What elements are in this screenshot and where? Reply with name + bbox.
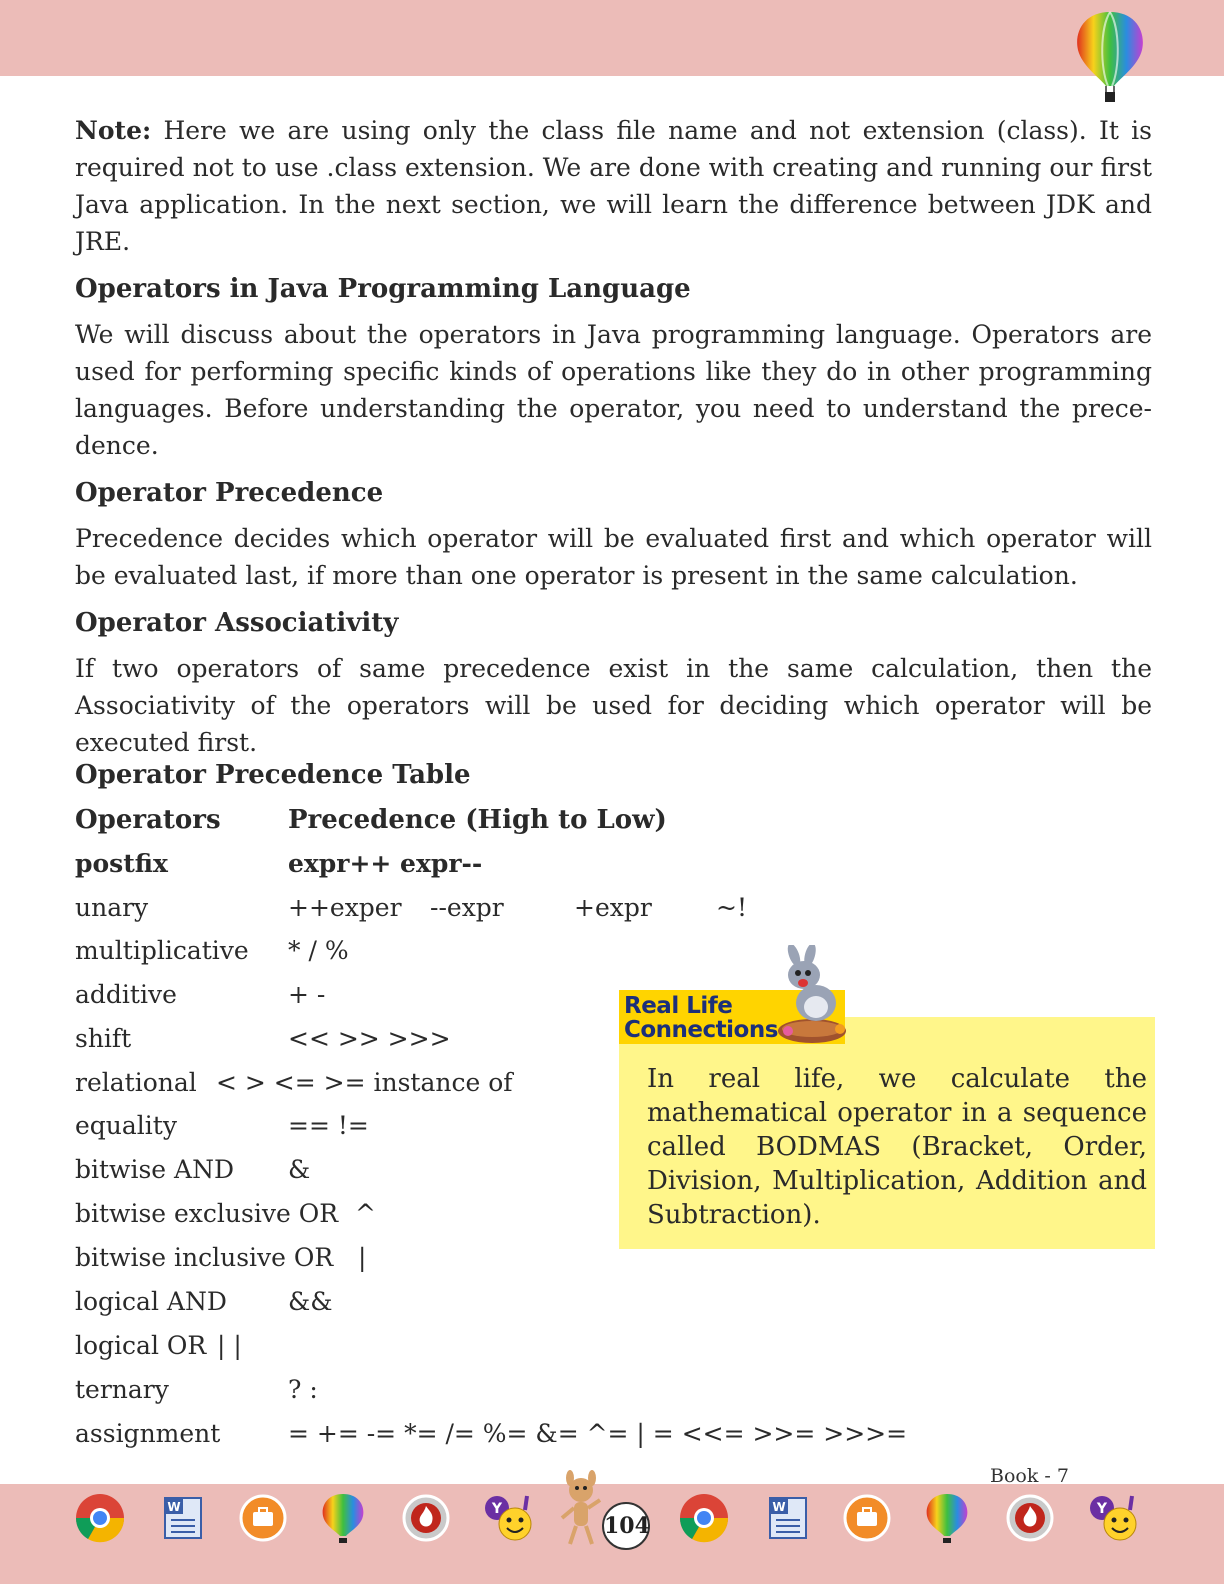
hot-air-balloon-icon: [1070, 8, 1150, 108]
briefcase-icon: [237, 1492, 289, 1544]
row-name: bitwise exclusive OR: [75, 1199, 339, 1228]
real-life-title: [624, 994, 778, 1042]
row-ops: * / %: [288, 936, 349, 965]
word-document-icon: [762, 1492, 814, 1544]
table-title-text: Operator Precedence Table: [75, 760, 471, 790]
row-ops: ^: [355, 1199, 376, 1228]
real-life-text: In real life, we calculate the mathematical operator in a sequence called BODMAS (Bracket, Order, Division, Multiplication, Addition and Subtraction).: [647, 1064, 1147, 1230]
row-name: ternary: [75, 1375, 169, 1404]
hot-air-balloon-icon: [921, 1492, 973, 1544]
precedence-paragraph: Precedence decides which operator will be evaluated first and which operator will be evaluated last, if more than one operator is present in the same calculation.: [75, 524, 1152, 590]
heading-precedence: Operator Precedence: [75, 478, 384, 508]
note-label: Note:: [75, 116, 152, 145]
row-name: shift: [75, 1024, 132, 1053]
row-name: assignment: [75, 1419, 221, 1448]
row-name: relational: [75, 1068, 197, 1097]
row-ops: &: [288, 1155, 311, 1184]
row-ops: ~!: [716, 893, 747, 922]
hot-air-balloon-icon: [317, 1492, 369, 1544]
row-name: multiplicative: [75, 936, 249, 965]
row-ops: ? :: [288, 1375, 318, 1404]
header-band: [0, 0, 1224, 76]
yahoo-smiley-icon: [1088, 1492, 1140, 1544]
row-ops: ++exper: [288, 893, 402, 922]
row-name: postfix: [75, 849, 168, 878]
fire-icon: [400, 1492, 452, 1544]
page-number: 104: [602, 1502, 650, 1550]
book-label: Book - 7: [990, 1465, 1069, 1487]
row-ops: << >> >>>: [288, 1024, 451, 1053]
header-precedence: Precedence (High to Low): [288, 805, 667, 835]
real-life-title-line2: Connections: [624, 1017, 778, 1043]
operators-paragraph: We will discuss about the operators in Java programming language. Operators are used for performing specific kinds of operations like they do in other programming languages. Before understanding the operator, you need to understand the prece-dence.: [75, 320, 1152, 460]
row-name: unary: [75, 893, 149, 922]
row-name: logical OR: [75, 1331, 207, 1360]
word-document-icon: [157, 1492, 209, 1544]
row-ops: = += -= *= /= %= &= ^= | = <<= >>= >>>=: [288, 1419, 908, 1448]
row-ops: < > <= >= instance of: [216, 1068, 513, 1097]
row-name: additive: [75, 980, 177, 1009]
row-name: equality: [75, 1111, 177, 1140]
fire-icon: [1004, 1492, 1056, 1544]
row-ops: + -: [288, 980, 326, 1009]
row-ops: --expr: [430, 893, 504, 922]
svg-text:Y: Y: [491, 1501, 503, 1517]
row-name: logical AND: [75, 1287, 227, 1316]
row-ops: +expr: [574, 893, 652, 922]
row-ops: expr++ expr--: [288, 849, 483, 878]
yahoo-smiley-icon: [483, 1492, 535, 1544]
note-text: Here we are using only the class file name and not extension (class). It is required not to use .class extension. We are done with creating and running our first Java application. In the next section, we will learn the difference between JDK and JRE.: [75, 116, 1152, 256]
page-content: [75, 112, 1152, 761]
note-paragraph: [75, 112, 1152, 260]
chrome-icon: [74, 1492, 126, 1544]
chrome-icon: [678, 1492, 730, 1544]
header-operators: Operators: [75, 805, 221, 835]
real-life-title-line1: Real Life: [624, 993, 733, 1019]
row-ops: |: [358, 1243, 367, 1272]
svg-text:Y: Y: [1096, 1501, 1108, 1517]
briefcase-icon: [841, 1492, 893, 1544]
associativity-paragraph: If two operators of same precedence exist in the same calculation, then the Associativity of the operators will be used for deciding which operator will be executed first.: [75, 654, 1152, 757]
row-name: bitwise AND: [75, 1155, 234, 1184]
heading-associativity: Operator Associativity: [75, 608, 399, 638]
svg-text:W: W: [167, 1500, 181, 1514]
row-ops: == !=: [288, 1111, 369, 1140]
heading-operators: Operators in Java Programming Language: [75, 274, 691, 304]
svg-text:W: W: [772, 1500, 786, 1514]
cartoon-mascot-icon: [556, 1470, 606, 1550]
rabbit-mascot-icon: [770, 945, 850, 1045]
row-ops: &&: [288, 1287, 333, 1316]
row-ops: | |: [217, 1331, 242, 1360]
row-name: bitwise inclusive OR: [75, 1243, 334, 1272]
